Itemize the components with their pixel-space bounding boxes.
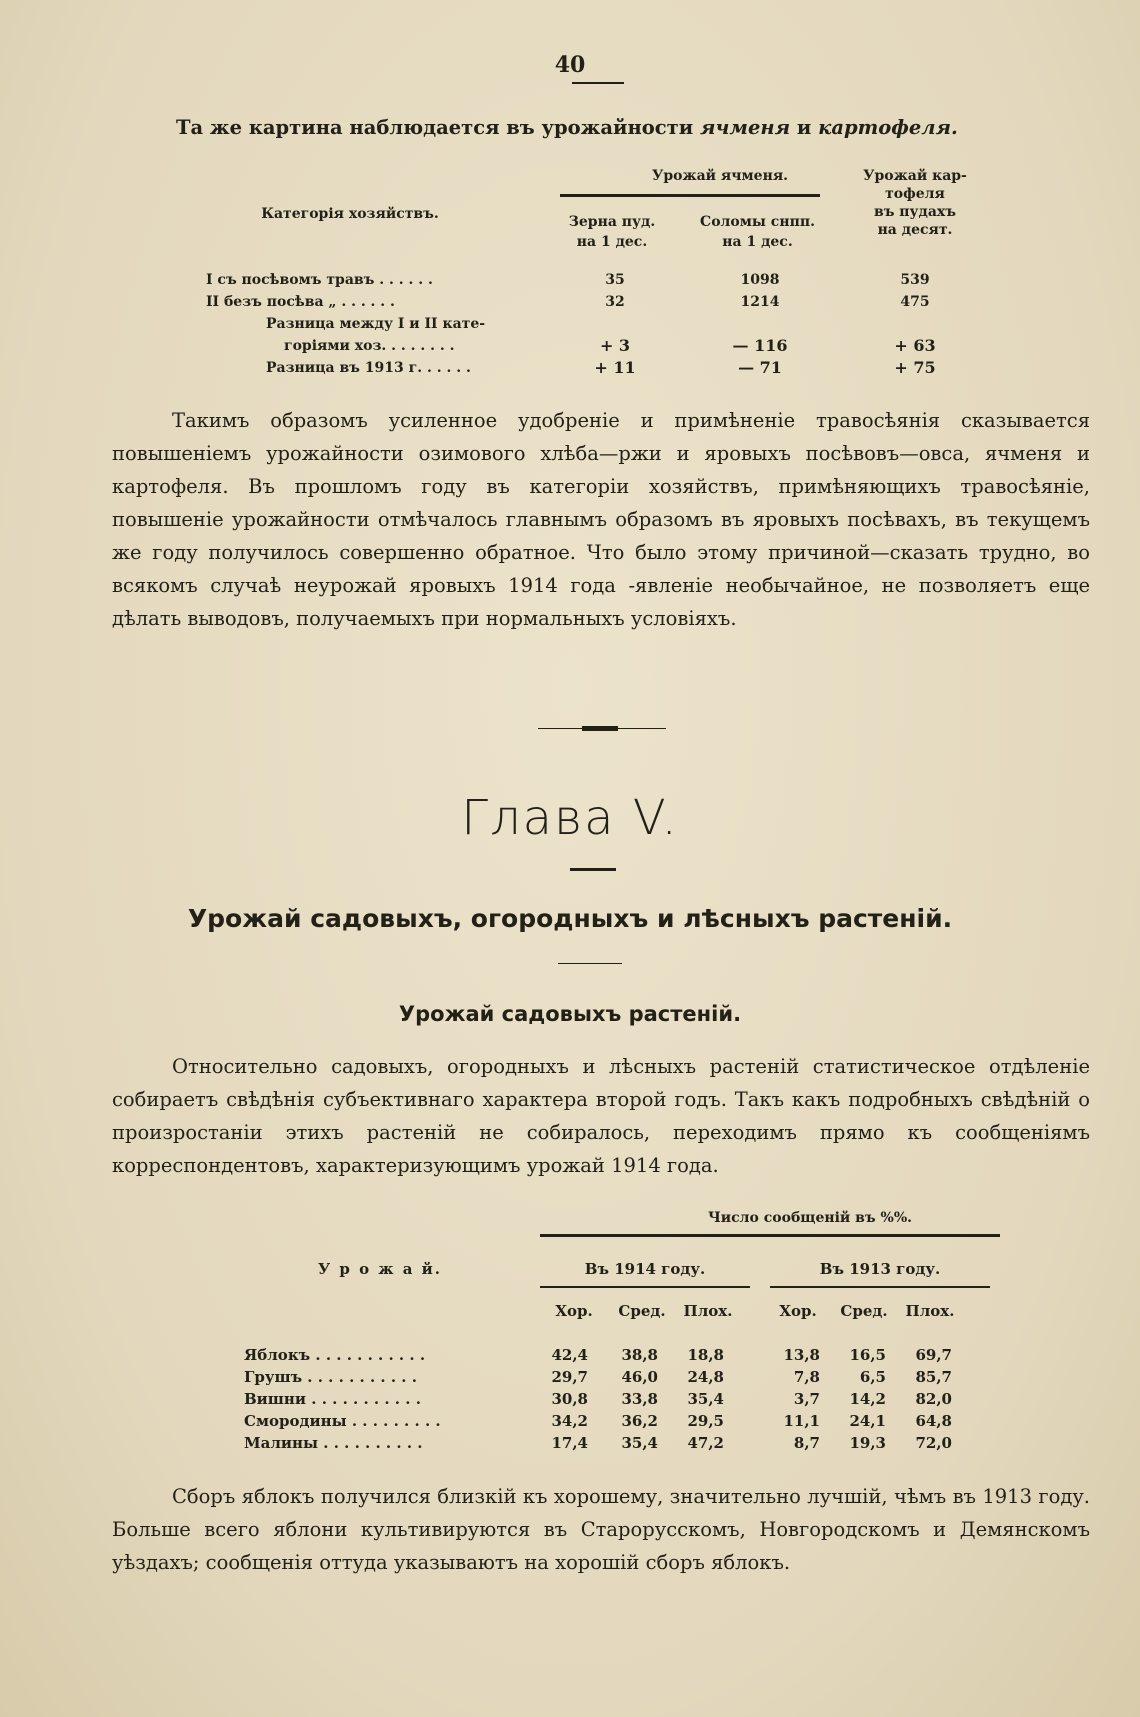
barley-header: Урожай ячменя. xyxy=(651,168,789,184)
table2-col-header: Сред. xyxy=(840,1302,888,1320)
table2-year-1913: Въ 1913 году. xyxy=(819,1260,941,1278)
table2-col-header: Плох. xyxy=(905,1302,955,1320)
subsection-heading: Урожай садовыхъ растеній. xyxy=(398,1002,742,1026)
table2-cell: 8,7 xyxy=(793,1434,820,1452)
table2-cell: 29,5 xyxy=(687,1412,724,1430)
table2-row-label: Малины . . . . . . . . . . xyxy=(244,1434,423,1452)
table1-row-label: горіями хоз. . . . . . . . xyxy=(284,338,455,354)
category-header: Категорія хозяйствъ. xyxy=(261,206,439,222)
table2-cell: 35,4 xyxy=(621,1434,658,1452)
table1-cell: 32 xyxy=(605,294,625,310)
table2-cell: 6,5 xyxy=(859,1368,886,1386)
chapter-rule xyxy=(570,868,616,871)
table2-row-header: У р о ж а й. xyxy=(318,1260,442,1278)
table1-row-label: I съ посѣвомъ травъ . . . . . . xyxy=(206,272,433,288)
table2-cell: 72,0 xyxy=(915,1434,952,1452)
table1-row-label: Разница между I и II кате- xyxy=(266,316,486,332)
table2-cell: 69,7 xyxy=(915,1346,952,1364)
table1-cell: 475 xyxy=(900,294,930,310)
straw-col-header-1: Соломы снпп. xyxy=(700,214,815,230)
grain-col-header-1: Зерна пуд. xyxy=(568,214,656,230)
table2-cell: 30,8 xyxy=(551,1390,588,1408)
table2-row xyxy=(230,1390,1000,1412)
table2-cell: 17,4 xyxy=(551,1434,588,1452)
table2-row-label: Яблокъ . . . . . . . . . . . xyxy=(244,1346,426,1364)
table1-cell: + 11 xyxy=(594,358,636,377)
table2-cell: 47,2 xyxy=(687,1434,724,1452)
table2-cell: 24,8 xyxy=(687,1368,724,1386)
table2-cell: 85,7 xyxy=(915,1368,952,1386)
table1-cell: — 71 xyxy=(738,358,782,377)
table2-cell: 11,1 xyxy=(783,1412,820,1430)
table2-cell: 34,2 xyxy=(551,1412,588,1430)
table1-row-label: Разница въ 1913 г. . . . . . xyxy=(266,360,471,376)
table2-col-header: Сред. xyxy=(618,1302,666,1320)
section-heading: Урожай садовыхъ, огородныхъ и лѣсныхъ растеній. xyxy=(187,904,953,933)
barley-potato-table xyxy=(200,168,1000,388)
table1-cell: 1098 xyxy=(740,272,780,288)
table2-caption: Число сообщеній въ %%. xyxy=(707,1210,912,1226)
table1-cell: 539 xyxy=(900,272,930,288)
table2-1913-rule xyxy=(770,1286,990,1288)
page-number: 40 xyxy=(554,52,586,78)
heading-rule xyxy=(558,963,622,964)
section-separator-center xyxy=(582,726,618,731)
table1-cell: 35 xyxy=(605,272,625,288)
table2-row-label: Смородины . . . . . . . . . xyxy=(244,1412,441,1430)
table2-cell: 33,8 xyxy=(621,1390,658,1408)
intro-barley: ячменя xyxy=(699,116,791,139)
table2-cell: 38,8 xyxy=(621,1346,658,1364)
table2-cell: 36,2 xyxy=(621,1412,658,1430)
table1-cell: 1214 xyxy=(740,294,780,310)
table2-cell: 19,3 xyxy=(849,1434,886,1452)
intro-text-1: Та же картина наблюдается въ урожайности xyxy=(176,116,700,139)
table2-cell: 35,4 xyxy=(687,1390,724,1408)
intro-text-2: и xyxy=(790,116,819,139)
table2-cell: 18,8 xyxy=(687,1346,724,1364)
chapter-title: Глава V. xyxy=(461,790,679,846)
table2-row xyxy=(230,1412,1000,1434)
table2-cell: 24,1 xyxy=(849,1412,886,1430)
paragraph-intro-gardens: Относительно садовыхъ, огородныхъ и лѣсныхъ растеній статистическое отдѣленіе собираетъ свѣдѣнія субъективнаго характера второй годъ. Такъ какъ подробныхъ свѣдѣній о произростаніи этихъ растеній не собиралось, переходимъ прямо къ сообщеніямъ корреспондентовъ, характеризующимъ урожай 1914 года. xyxy=(112,1055,1090,1177)
table1-cell: + 75 xyxy=(894,358,936,377)
garden-harvest-table xyxy=(230,1210,1000,1470)
table2-cell: 7,8 xyxy=(793,1368,820,1386)
table2-cell: 42,4 xyxy=(551,1346,588,1364)
table2-row xyxy=(230,1346,1000,1368)
table2-row xyxy=(230,1434,1000,1456)
table2-col-header: Плох. xyxy=(683,1302,733,1320)
table2-cell: 3,7 xyxy=(793,1390,820,1408)
table2-cell: 46,0 xyxy=(621,1368,658,1386)
table2-cell: 13,8 xyxy=(783,1346,820,1364)
table2-1914-rule xyxy=(540,1286,750,1288)
table2-row-label: Вишни . . . . . . . . . . . xyxy=(244,1390,421,1408)
table2-cell: 64,8 xyxy=(915,1412,952,1430)
straw-col-header-2: на 1 дес. xyxy=(722,234,793,250)
intro-sentence xyxy=(176,116,958,139)
potato-header-3: въ пудахъ xyxy=(873,204,957,220)
potato-header-2: тофеля xyxy=(885,186,945,202)
potato-header-4: на десят. xyxy=(877,222,953,238)
page-number-rule xyxy=(572,82,624,84)
paragraph-apples: Сборъ яблокъ получился близкій къ хорошему, значительно лучшій, чѣмъ въ 1913 году. Больше всего яблони культивируются въ Старорусскомъ, Новгородскомъ и Демянскомъ уѣздахъ; сообщенія оттуда указываютъ на хорошій сборъ яблокъ. xyxy=(112,1485,1090,1574)
paragraph-conclusion: Такимъ образомъ усиленное удобреніе и примѣненіе травосѣянія сказывается повышеніемъ урожайности озимового хлѣба—ржи и яровыхъ посѣвовъ—овса, ячменя и картофеля. Въ прошломъ году въ категоріи хозяйствъ, примѣняющихъ травосѣяніе, повышеніе урожайности отмѣчалось главнымъ образомъ въ яровыхъ посѣвахъ, въ текущемъ же году получилось совершенно обратное. Что было этому причиной—сказать трудно, во всякомъ случаѣ неурожай яровыхъ 1914 года -явленіе необычайное, не позволяетъ еще дѣлать выводовъ, получаемыхъ при нормальныхъ условіяхъ. xyxy=(112,409,1090,630)
grain-col-header-2: на 1 дес. xyxy=(576,234,648,250)
table2-cell: 14,2 xyxy=(849,1390,886,1408)
table2-cell: 16,5 xyxy=(849,1346,886,1364)
intro-potato: картофеля. xyxy=(818,116,958,139)
table2-col-header: Хор. xyxy=(555,1302,593,1320)
barley-header-rule xyxy=(560,194,820,197)
table2-row xyxy=(230,1368,1000,1390)
table2-row-label: Грушъ . . . . . . . . . . . xyxy=(244,1368,417,1386)
table1-row-label: II безъ посѣва „ . . . . . . xyxy=(206,294,395,310)
table2-year-1914: Въ 1914 году. xyxy=(584,1260,706,1278)
table1-cell: + 63 xyxy=(894,336,936,355)
table2-cell: 29,7 xyxy=(551,1368,588,1386)
table2-cell: 82,0 xyxy=(915,1390,952,1408)
table1-cell: + 3 xyxy=(599,336,631,355)
table1-cell: — 116 xyxy=(732,336,788,355)
table2-col-header: Хор. xyxy=(779,1302,817,1320)
table2-caption-rule xyxy=(540,1234,1000,1237)
potato-header-1: Урожай кар- xyxy=(863,168,967,184)
